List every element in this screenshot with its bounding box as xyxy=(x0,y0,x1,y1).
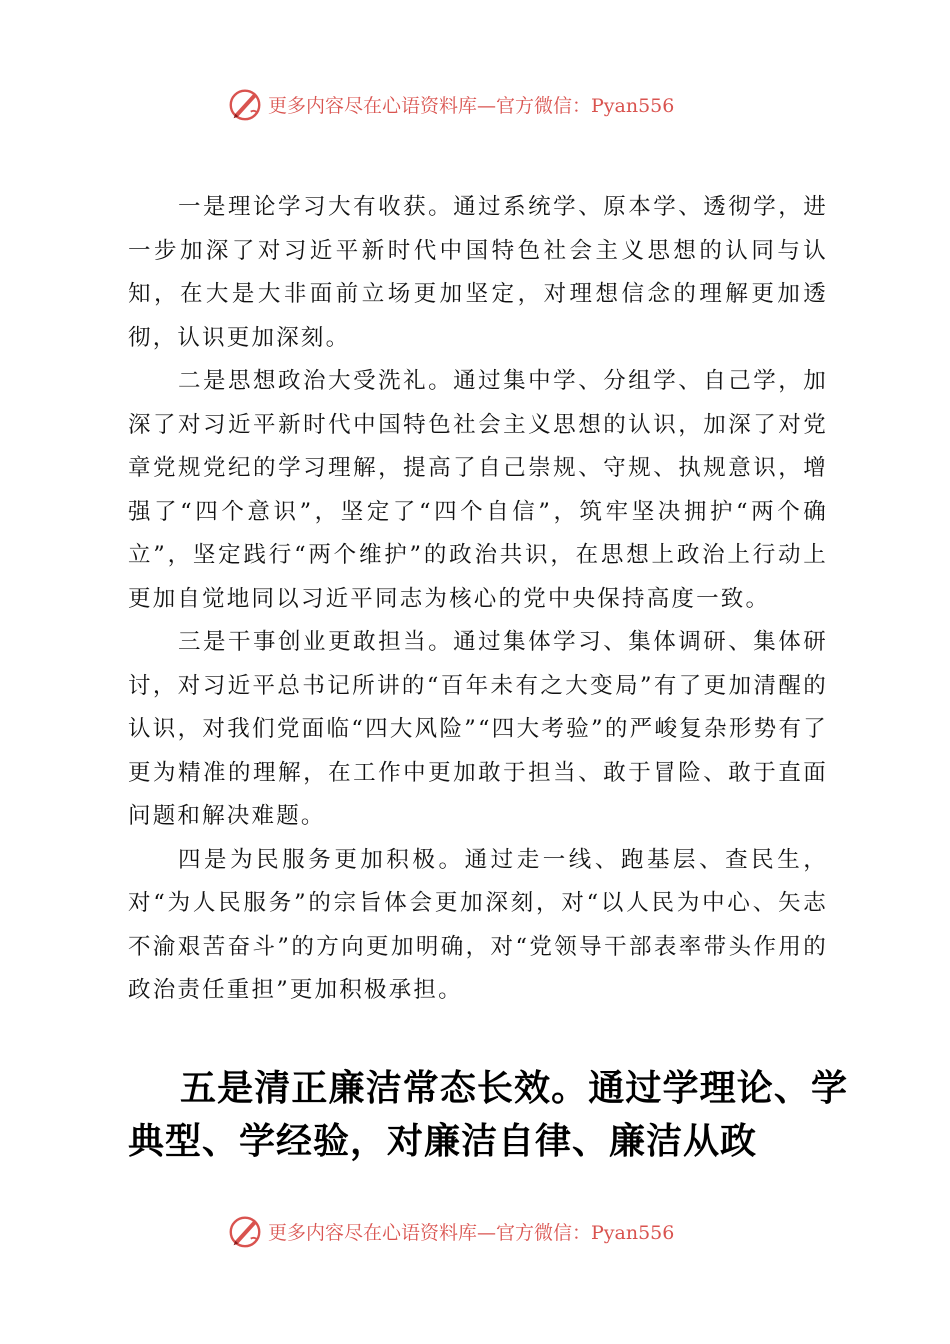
paragraph-1: 一是理论学习大有收获。通过系统学、原本学、透彻学，进一步加深了对习近平新时代中国特色社会主义思想的认同与认知，在大是大非面前立场更加坚定，对理想信念的理解更加透彻，认识更加深刻。 xyxy=(128,194,828,351)
paragraph-4: 四是为民服务更加积极。通过走一线、跑基层、查民生，对“为人民服务”的宗旨体会更加深刻，对“以人民为中心、矢志不渝艰苦奋斗”的方向更加明确，对“党领导干部表率带头作用的政治责任重担”更加积极承担。 xyxy=(128,846,828,1003)
pen-circle-icon xyxy=(226,1212,264,1250)
paragraph-5-bold: 五是清正廉洁常态长效。通过学理论、学典型、学经验，对廉洁自律、廉洁从政 xyxy=(128,1068,848,1162)
footer-banner xyxy=(226,1211,726,1251)
paragraph-3: 三是干事创业更敢担当。通过集体学习、集体调研、集体研讨，对习近平总书记所讲的“百年未有之大变局”有了更加清醒的认识，对我们党面临“四大风险”“四大考验”的严峻复杂形势有了更为精准的理解，在工作中更加敢于担当、敢于冒险、敢于直面问题和解决难题。 xyxy=(128,629,828,829)
pen-circle-icon xyxy=(226,85,264,123)
footer-banner-text: 更多内容尽在心语资料库—官方微信：Pyan556 xyxy=(268,1221,675,1244)
paragraph-2: 二是思想政治大受洗礼。通过集中学、分组学、自己学，加深了对习近平新时代中国特色社会主义思想的认识，加深了对党章党规党纪的学习理解，提高了自己崇规、守规、执规意识，增强了“四个意识”，坚定了“四个自信”，筑牢坚决拥护“两个确立”，坚定践行“两个维护”的政治共识，在思想上政治上行动上更加自觉地同以习近平同志为核心的党中央保持高度一致。 xyxy=(128,368,828,612)
header-banner-text: 更多内容尽在心语资料库—官方微信：Pyan556 xyxy=(268,94,675,117)
header-banner xyxy=(226,84,726,124)
body-text xyxy=(128,186,828,1013)
